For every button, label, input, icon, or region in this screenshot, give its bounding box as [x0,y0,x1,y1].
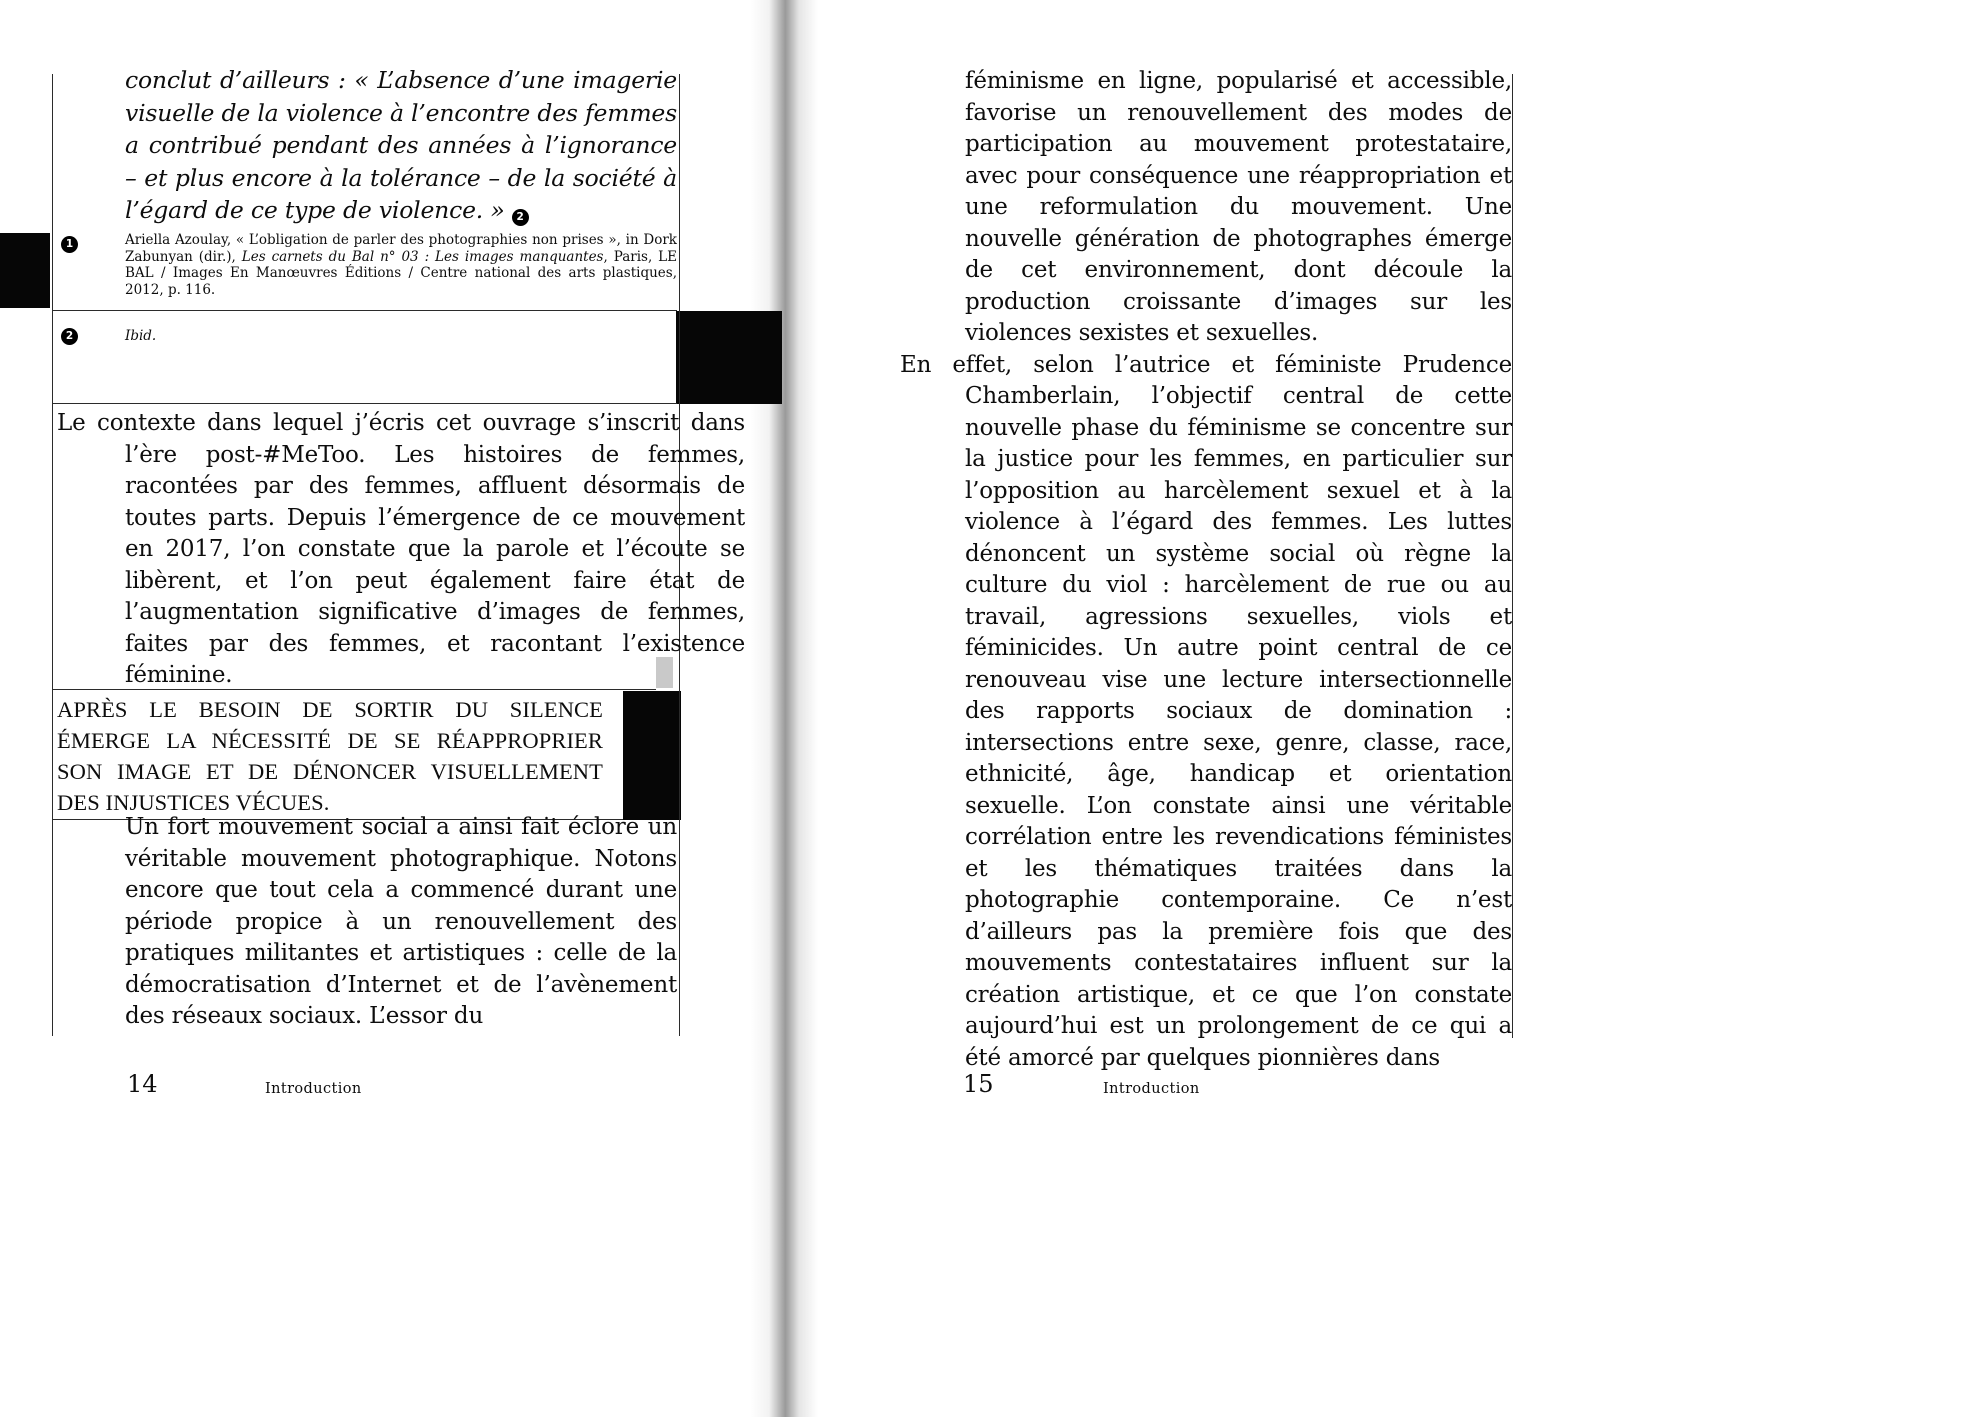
black-block-left-margin [0,233,50,308]
page-number-right: 15 [963,1070,994,1098]
right-paragraph-1: féminisme en ligne, popularisé et accessible, favorise un renouvellement des modes de participation au mouvement protestataire, avec pour conséquence une réappropriation et une reformulation du mouvement. Une nouvelle génération de photographes émerge de cet environnement, dont découle la production croissante d’images sur les violences sexistes et sexuelles. [965,68,1512,346]
note-reference-2-icon: 2 [512,209,529,226]
black-block-gutter [676,311,782,404]
running-footer-left: Introduction [265,1081,362,1097]
body-paragraph-1: Le contexte dans lequel j’écris cet ouvrage s’inscrit dans l’ère post-#MeToo. Les histoires de femmes, racontées par des femmes, affluent désormais de toutes parts. Depuis l’émergence de ce mouvement en 2017, l’on constate que la parole et l’écoute se libèrent, et l’on peut également faire état de l’augmentation significative d’images de femmes, faites par des femmes, et racontant l’existence féminine. [57,410,745,688]
footnote-2-marker-icon: 2 [61,328,78,345]
quote-text: conclut d’ailleurs : « L’absence d’une imagerie visuelle de la violence à l’encontre des femmes a contribué pendant des années à l’ignorance – et plus encore à la tolérance – de la société à l’égard de ce type de violence. » [125,66,677,224]
footnote-rule-2 [52,403,677,404]
left-page-rule-left [52,74,53,1036]
pull-quote-line: APRÈS LE BESOIN DE SORTIR DU SILENCE [57,697,603,722]
pull-quote-line: SON IMAGE ET DE DÉNONCER VISUELLEMENT [57,759,603,784]
footnote-1-text-end: , Paris, LE BAL / Images En Manœuvres Éditions / Centre national des arts plastiques, 2012, p. 116. [125,248,677,298]
footnote-1-marker-icon: 1 [61,236,78,253]
right-page-rule-right [1512,74,1513,1038]
quote-continuation [125,64,677,227]
footnote-2 [125,328,677,345]
pull-quote-line: DES INJUSTICES VÉCUES. [57,790,330,815]
book-spine-shadow [750,0,818,1417]
body-paragraph-2: Un fort mouvement social a ainsi fait éclore un véritable mouvement photographique. Notons encore que tout cela a commencé durant une période propice à un renouvellement des pratiques militantes et artistiques : celle de la démocratisation d’Internet et de l’avènement des réseaux sociaux. L’essor du [125,814,677,1029]
running-footer-right: Introduction [1103,1081,1200,1097]
footnote-rule-1 [52,310,677,311]
footnote-1-text-start: Ariella Azoulay, « L’obligation de parler des photographies non prises », in Dork Zabunyan (dir.), [125,232,677,265]
right-paragraph-2: En effet, selon l’autrice et féministe Prudence Chamberlain, l’objectif central de cette nouvelle phase du féminisme se concentre sur la justice pour les femmes, en particulier sur l’opposition au harcèlement sexuel et à la violence à l’égard des femmes. Les luttes dénoncent un système social où règne la culture du viol : harcèlement de rue ou au travail, agressions sexuelles, viols et féminicides. Un autre point central de ce renouveau vise une lecture intersectionnelle des rapports sociaux de domination : intersections entre sexe, genre, classe, race, ethnicité, âge, handicap et orientation sexuelle. L’on constate ainsi une véritable corrélation entre les revendications féministes et les thématiques traitées dans la photographie contemporaine. Ce n’est d’ailleurs pas la première fois que des mouvements contestataires influent sur la création artistique, et ce que l’on constate aujourd’hui est un prolongement de ce qui a été amorcé par quelques pionnières dans [900,351,1512,1071]
right-page-column [900,66,1512,1074]
footnote-2-italic-text: Ibid. [125,328,157,344]
page-number-left: 14 [127,1070,158,1098]
pull-quote [57,694,603,818]
footnote-1-italic-title: Les carnets du Bal n° 03 : Les images manquantes [241,248,604,265]
footnote-1 [125,232,677,298]
black-block-pullquote [623,691,681,820]
pull-quote-line: ÉMERGE LA NÉCESSITÉ DE SE RÉAPPROPRIER [57,728,603,753]
